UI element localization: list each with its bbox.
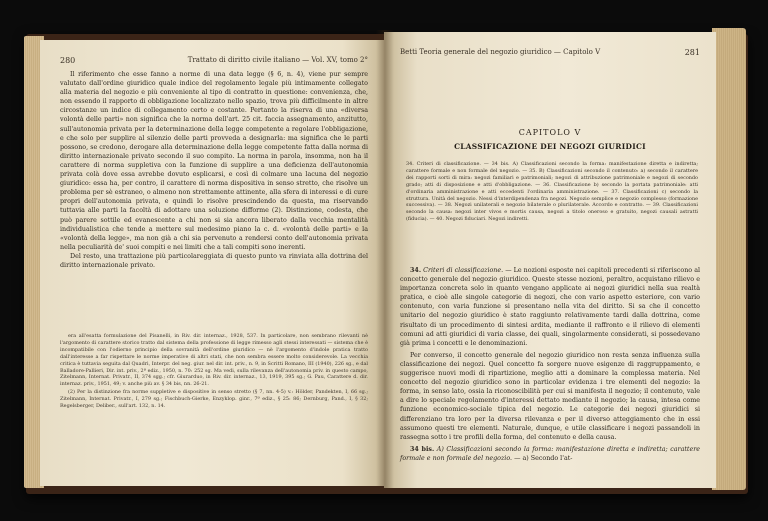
section-34-continuation: Per converso, il concetto generale del negozio giuridico non resta senza influenza sulla classificazione dei negozi. Quel concetto fa sorgere nuove esigenze di raggruppamento, e suggerisce nuovi modi di ripartizione, meglio atti a dominare la complessa materia. Nel concetto del negozio giuridico sono in particolar evidenza i tre elementi del negozio: la forma, in senso lato, ossia la riconoscibilità per cui si manifesta il negozio; il contenuto, vale a dire lo speciale regolamento d'interessi dettato mediante il negozio; la causa, intesa come funzione economico-sociale tipica del negozio. Le categorie dei negozi giuridici si differenziano tra loro per la diversa rilevanza e per il diverso atteggiamento che in essi assumono questi tre elementi. Naturale, dunque, e utile classificare i negozi passandoli in rassegna sotto i tre profili della forma, del contenuto e della causa. — [400, 351, 700, 441]
book-gutter-shadow — [376, 30, 394, 490]
section-34 — [400, 266, 700, 348]
right-running-head — [400, 48, 700, 57]
footnote: era all'esatta formulazione del Pisanelli, in Riv. dir. internaz., 1928, 537. In particolare, non sembrano rilevanti nè l'argomento di carattere storico tratto dal sistema della professione di legge rimesso agli stessi interessati — sistema che è incompatibile con l'odierno principio della sovranità dell'ordine giuridico — nè l'argomento d'indole pratica tratto dall'interesse a far rispettare le norme imperative di altri stati, che non sembra essere molto considerevole. La vecchia critica è tuttavia seguita dal Quadri, Interpr. del neg. giur. nel dir. int. priv., n. 9, in Scritti Romano, III (1940), 226 sg., e dal Balladore-Pallieri, Dir. int. priv., 2ª ediz., 1950, n. 70: 252 sg. Ma vedi, sulla rilevanza dell'autonomia priv. in questo campo, Zitelmann, Internat. Privatr., II, 374 sgg.; cfr. Giurarduo, in Riv. dir. internaz., 13, 1919, 395 sg.; G. Pau, Carattere d. dir. internaz. priv., 1951, 49; v. anche più av. § 34 bis, nn. 26-21. — [60, 333, 368, 388]
left-footnotes — [60, 333, 368, 411]
chapter-number: CAPITOLO V — [518, 128, 582, 137]
footnote: (2) Per la distinzione fra norme suppletive e dispositive in senso stretto (§ 7, nn. 4-5) v.: Hölder, Pandekten, I, 66 sg.; Zitelmann, Internat. Privatr., I, 279 sg.; Fischbuch-Gierke, Enzyklop. ginr., 7ª ediz., § 25: 86; Dernburg, Pand., I, § 32; Regelsberger, Deliber., sull'art. 132, n. 14. — [60, 389, 368, 410]
left-body-text — [60, 70, 368, 270]
right-page-number: 281 — [684, 48, 700, 57]
section-34bis — [400, 445, 700, 463]
chapter-title: CLASSIFICAZIONE DEI NEGOZI GIURIDICI — [454, 142, 646, 151]
left-paragraph: Del resto, una trattazione più particolareggiata di questo punto va rinviata alla dottrina del diritto internazionale privato. — [60, 252, 368, 269]
left-page-number: 280 — [60, 56, 76, 65]
right-page — [384, 32, 716, 488]
section-34bis-heading: A) Classificazioni secondo la forma: manifestazione diretta e indiretta; carattere formale e non formale del negozio. — [400, 445, 700, 462]
section-34-heading: Criteri di classificazione. — [423, 267, 504, 274]
page-edges-right — [712, 28, 746, 490]
section-34bis-number: 34 bis. — [410, 445, 435, 453]
right-running-head-title: Betti Teoria generale del negozio giuridico — Capitolo V — [400, 48, 601, 56]
chapter-summary: 34. Criteri di classificazione. — 34 bis. A) Classificazioni secondo la forma: manifestazione diretta e indiretta; carattere formale e non formale del negozio. — 35. B) Classificazioni secondo il contenuto: a) secondo il carattere dei rapporti sorti di mira: negozi familiari e patrimoniali; negozi di attribuzione patrimoniale e negozi di secondo grado; atti di disposizione e atti d'obbligazione. — 36. Classificazione b) secondo la portata patrimoniale: atti d'ordinaria amministrazione e atti eccedenti l'ordinaria amministrazione. — 37. Classificazioni c) secondo la struttura. Unità del negozio. Nessi d'interdipendenza fra negozi. Negozio semplice e negozio complesso (formazione successiva). — 38. Negozi unilaterali e negozio bilaterale o plurilaterale. Accordo e contratto. — 39. Classificazioni secondo la causa: negozi inter vivos e mortis causa, negozi a titolo oneroso e gratuito, negozi causali astratti (fiducia). — 40. Negozi fiduciari. Negozi indiretti. — [406, 161, 698, 223]
section-34bis-text: — a) Secondo l'at- — [514, 454, 573, 462]
right-body-text — [400, 266, 700, 466]
section-34-text: — Le nozioni esposte nei capitoli precedenti si riferiscono al concetto generale del negozio giuridico. Queste stesse nozioni, peraltro, acquistano rilievo e importanza concreta solo in quanto vengano applicate ai negozi giuridici nella sua realtà pratica, e cioè alle singole categorie di negozi, che con vario aspetto esteriore, con vario contenuto, con varia funzione si presentano nella vita del diritto. Si sa che il concetto unitario del negozio giuridico è stato raggiunto relativamente tardi dalla dottrina, come risultato di un procedimento di sintesi ardita, mediante il raffronto e il rilievo di elementi comuni ad atti giuridici di varia classe, dei quali, singolarmente considerati, si possedevano già prima i concetti e le denominazioni. — [400, 267, 701, 347]
left-running-head-title: Trattato di diritto civile italiano — Vol. XV, tomo 2° — [187, 56, 368, 64]
left-page — [40, 40, 384, 486]
left-paragraph: Il riferimento che esse fanno a norme di una data legge (§ 6, n. 4), viene pur sempre valutato dall'ordine giuridico quale indice del regolamento legale più intimamente collegato alla materia del negozio e più conveniente al tipo di contratto in questione: convenienza, che, non essendo il rapporto di obbligazione localizzato nello spazio, trova più difficilmente in altre circostanze un indice di collegamento certo e costante. Pertanto la riserva di una «diversa volontà delle parti» non significa che la norma dell'art. 25 cit. faccia assegnamento, anzitutto, sull'autonomia privata per la determinazione della legge competente a regolare l'obbligazione, e che solo per supplire al silenzio delle parti provveda a designarla: ma significa che le parti possono, se credono, derogare alla determinazione della legge competente fatta dalla norma di diritto internazionale privato secondo il suo compito. La norma in parola, insomma, non ha il carattere di norma suppletiva con la funzione di supplire a una deficienza dell'autonomia privata colà dove essa avrebbe dovuto esplicarsi, e così di colmare una lacuna del negozio giuridico: essa ha, per contro, il carattere di norma dispositiva in senso stretto, che risolve un problema per sè estraneo, o almeno non strettamente attinente, alla sfera di interessi e di cure propri dell'autonomia privata, e quindi lo risolve prescindendo da questa, ma riservando tuttavia alle parti la facoltà di adottare una soluzione difforme (2). Distinzione, codesta, che può parere sottile ed evanescente a chi non si sia ancora liberato dalla vecchia mentalità individualistica che tende a mettere sul medesimo piano la c. d. «volontà delle parti» e la «volontà della legge», ma non già a chi sia pervenuto a rendersi conto dell'autonomia privata nella peculiarità de' suoi compiti e nei limiti che a tali compiti sono inerenti. — [60, 71, 368, 251]
section-34-number: 34. — [410, 267, 422, 274]
left-running-head — [60, 56, 368, 65]
